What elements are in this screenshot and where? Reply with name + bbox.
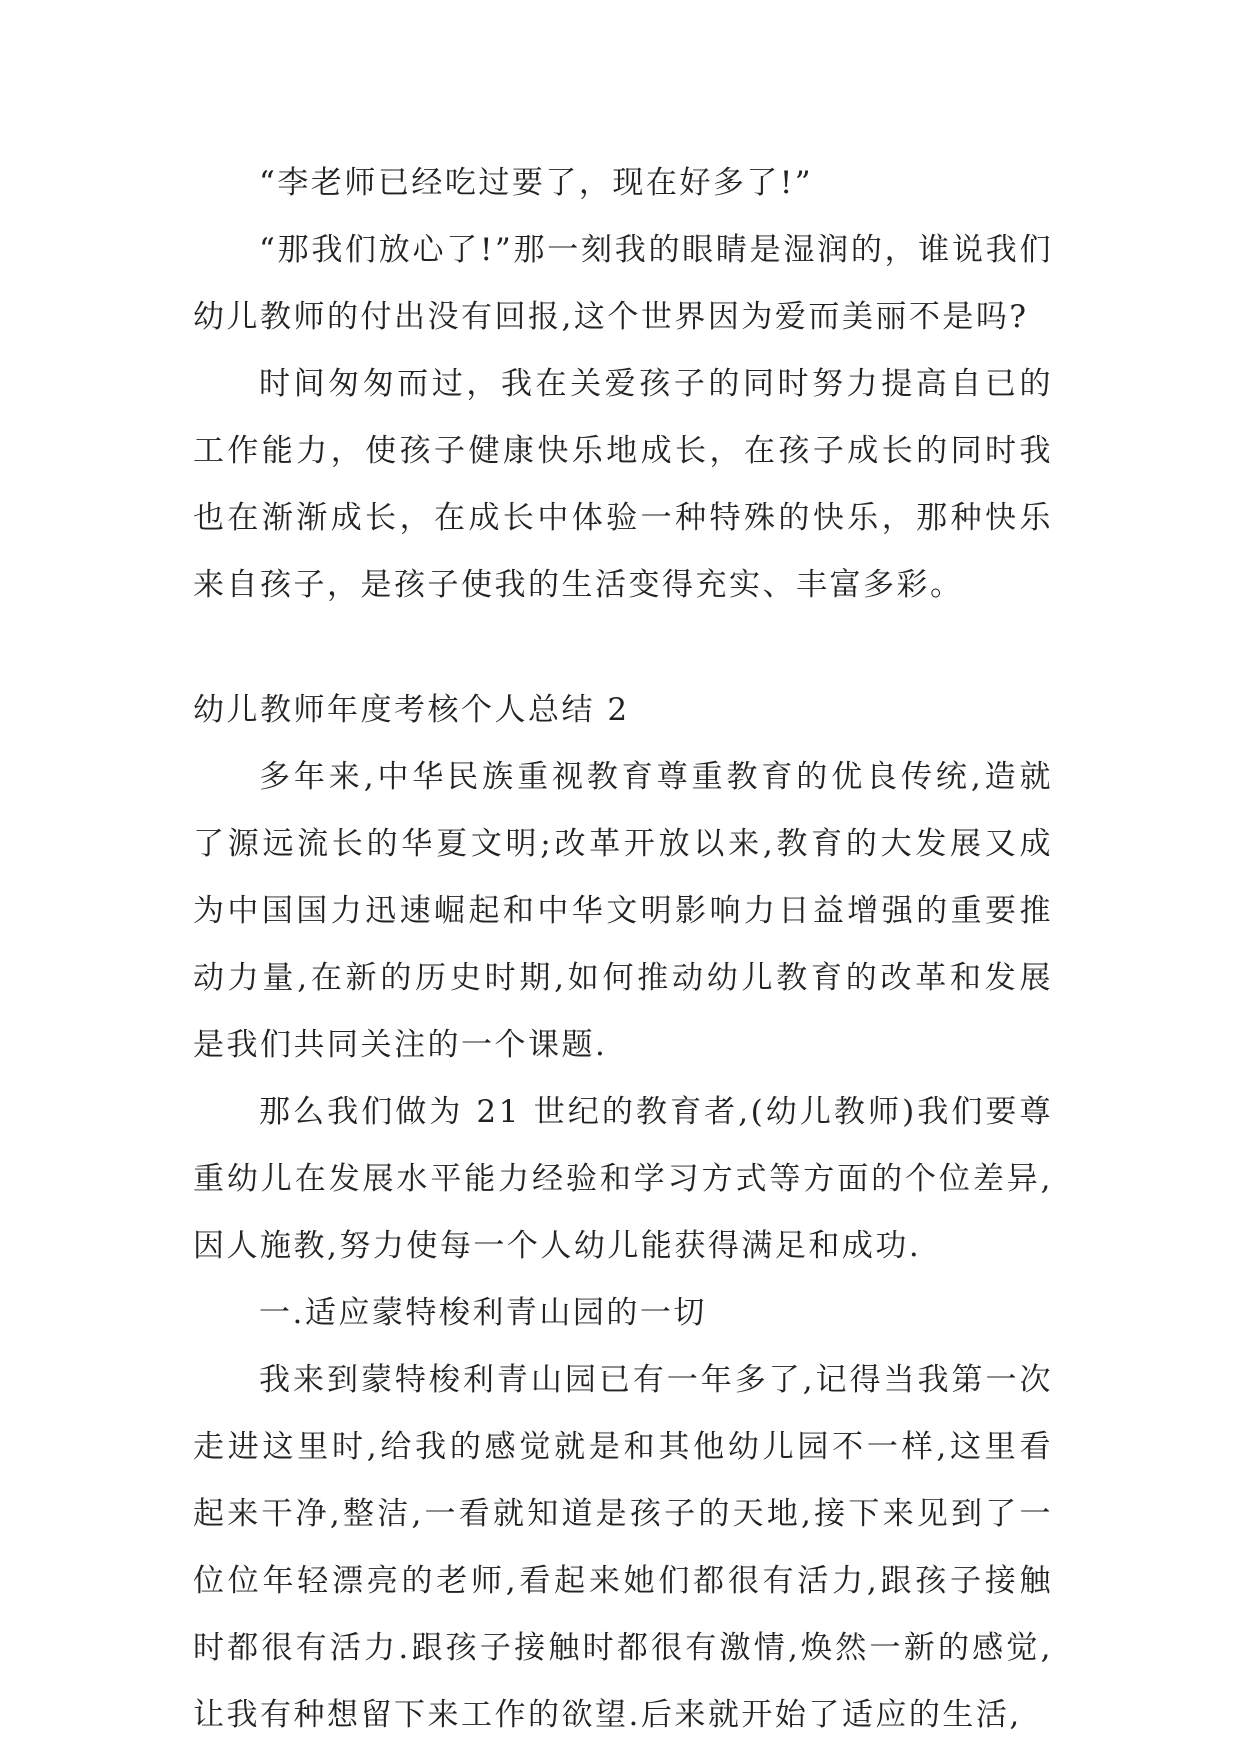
paragraph-arrival: 我来到蒙特梭利青山园已有一年多了,记得当我第一次走进这里时,给我的感觉就是和其他幼儿园不一样,这里看起来干净,整洁,一看就知道是孩子的天地,接下来见到了一位位年轻漂亮的老师,看起来她们都很有活力,跟孩子接触时都很有活力.跟孩子接触时都很有激情,焕然一新的感觉,让我有种想留下来工作的欲望.后来就开始了适应的生活, — [193, 1362, 1053, 1733]
paragraph-quote-2: “那我们放心了!”那一刻我的眼睛是湿润的，谁说我们幼儿教师的付出没有回报,这个世界因为爱而美丽不是吗? — [193, 232, 1053, 335]
document-page — [193, 150, 1053, 1749]
section-title: 幼儿教师年度考核个人总结 2 — [193, 692, 630, 728]
paragraph-history: 多年来,中华民族重视教育尊重教育的优良传统,造就了源远流长的华夏文明;改革开放以来,教育的大发展又成为中国国力迅速崛起和中华文明影响力日益增强的重要推动力量,在新的历史时期,如何推动幼儿教育的改革和发展是我们共同关注的一个课题. — [193, 759, 1053, 1063]
paragraph-growth: 时间匆匆而过，我在关爱孩子的同时努力提高自已的工作能力，使孩子健康快乐地成长，在孩子成长的同时我也在渐渐成长，在成长中体验一种特殊的快乐，那种快乐来自孩子，是孩子使我的生活变得充实、丰富多彩。 — [193, 366, 1053, 603]
paragraph-educators: 那么我们做为 21 世纪的教育者,(幼儿教师)我们要尊重幼儿在发展水平能力经验和学习方式等方面的个位差异,因人施教,努力使每一个人幼儿能获得满足和成功. — [193, 1094, 1053, 1264]
subsection-heading: 一.适应蒙特梭利青山园的一切 — [259, 1295, 707, 1331]
paragraph-quote-1: “李老师已经吃过要了，现在好多了!” — [259, 165, 814, 201]
